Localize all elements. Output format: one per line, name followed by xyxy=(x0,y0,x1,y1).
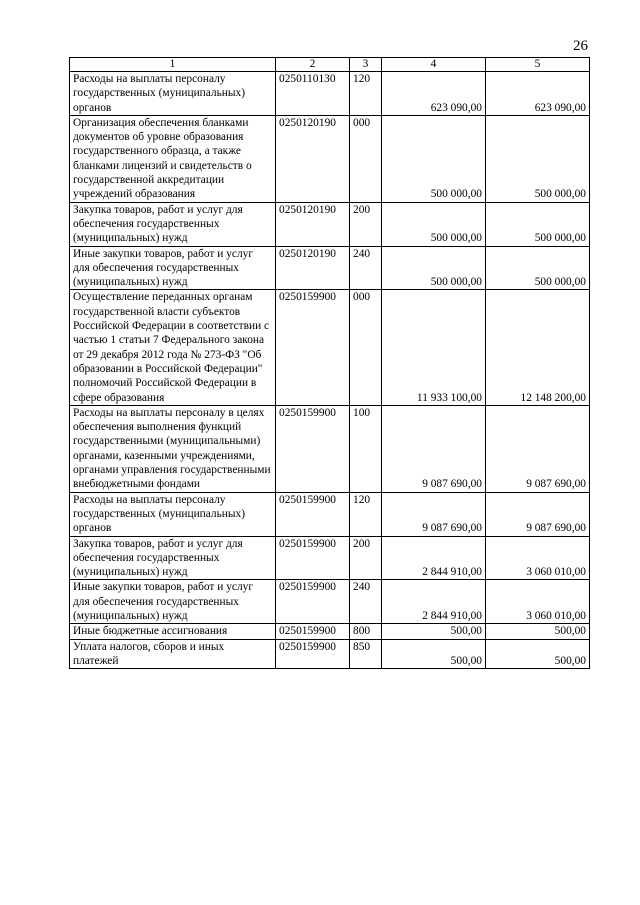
row-csr: 0250120190 xyxy=(276,115,350,202)
header-row xyxy=(70,58,590,72)
row-csr: 0250159900 xyxy=(276,290,350,405)
header-col-5: 5 xyxy=(486,58,590,72)
row-sum-1: 500 000,00 xyxy=(382,115,486,202)
header-col-3: 3 xyxy=(350,58,382,72)
page-number: 26 xyxy=(573,38,588,54)
table-row xyxy=(70,639,590,669)
row-sum-1: 500 000,00 xyxy=(382,246,486,290)
row-csr: 0250159900 xyxy=(276,639,350,669)
table-row xyxy=(70,246,590,290)
row-csr: 0250120190 xyxy=(276,246,350,290)
row-csr: 0250159900 xyxy=(276,580,350,624)
row-sum-2: 500,00 xyxy=(486,639,590,669)
table-row xyxy=(70,72,590,116)
table-row xyxy=(70,405,590,492)
row-name: Закупка товаров, работ и услуг для обеспечения государственных (муниципальных) нужд xyxy=(70,202,276,246)
row-sum-2: 3 060 010,00 xyxy=(486,580,590,624)
row-sum-2: 9 087 690,00 xyxy=(486,492,590,536)
row-vr: 200 xyxy=(350,202,382,246)
row-sum-2: 3 060 010,00 xyxy=(486,536,590,580)
row-vr: 000 xyxy=(350,115,382,202)
row-sum-1: 500 000,00 xyxy=(382,202,486,246)
row-vr: 850 xyxy=(350,639,382,669)
row-name: Закупка товаров, работ и услуг для обеспечения государственных (муниципальных) нужд xyxy=(70,536,276,580)
row-name: Иные бюджетные ассигнования xyxy=(70,624,276,639)
budget-table xyxy=(69,57,590,669)
row-name: Расходы на выплаты персоналу в целях обеспечения выполнения функций государственными (муниципальными) органами, казенными учреждениями, органами управления государственными внебюджетными фондами xyxy=(70,405,276,492)
row-sum-1: 2 844 910,00 xyxy=(382,580,486,624)
row-vr: 100 xyxy=(350,405,382,492)
row-sum-2: 500,00 xyxy=(486,624,590,639)
row-vr: 800 xyxy=(350,624,382,639)
row-csr: 0250159900 xyxy=(276,405,350,492)
row-sum-2: 500 000,00 xyxy=(486,246,590,290)
row-sum-1: 500,00 xyxy=(382,639,486,669)
row-vr: 120 xyxy=(350,72,382,116)
row-csr: 0250159900 xyxy=(276,624,350,639)
row-name: Иные закупки товаров, работ и услуг для обеспечения государственных (муниципальных) нужд xyxy=(70,246,276,290)
table-row xyxy=(70,624,590,639)
row-name: Расходы на выплаты персоналу государственных (муниципальных) органов xyxy=(70,72,276,116)
row-sum-1: 9 087 690,00 xyxy=(382,492,486,536)
row-sum-2: 623 090,00 xyxy=(486,72,590,116)
row-csr: 0250120190 xyxy=(276,202,350,246)
table-row xyxy=(70,290,590,405)
header-col-2: 2 xyxy=(276,58,350,72)
row-sum-2: 9 087 690,00 xyxy=(486,405,590,492)
row-vr: 240 xyxy=(350,246,382,290)
table-row xyxy=(70,536,590,580)
row-name: Организация обеспечения бланками документов об уровне образования государственного образца, а также бланками лицензий и свидетельств о государственной аккредитации учреждений образования xyxy=(70,115,276,202)
row-vr: 000 xyxy=(350,290,382,405)
row-name: Иные закупки товаров, работ и услуг для обеспечения государственных (муниципальных) нужд xyxy=(70,580,276,624)
row-name: Уплата налогов, сборов и иных платежей xyxy=(70,639,276,669)
row-sum-1: 11 933 100,00 xyxy=(382,290,486,405)
table-row xyxy=(70,115,590,202)
row-sum-2: 500 000,00 xyxy=(486,115,590,202)
row-sum-1: 500,00 xyxy=(382,624,486,639)
row-vr: 200 xyxy=(350,536,382,580)
table-row xyxy=(70,492,590,536)
row-csr: 0250110130 xyxy=(276,72,350,116)
row-sum-1: 623 090,00 xyxy=(382,72,486,116)
row-vr: 240 xyxy=(350,580,382,624)
header-col-1: 1 xyxy=(70,58,276,72)
row-sum-1: 9 087 690,00 xyxy=(382,405,486,492)
table-row xyxy=(70,580,590,624)
row-csr: 0250159900 xyxy=(276,536,350,580)
header-col-4: 4 xyxy=(382,58,486,72)
row-name: Осуществление переданных органам государственной власти субъектов Российской Федерации в соответствии с частью 1 статьи 7 Федерального закона от 29 декабря 2012 года № 273-ФЗ "Об образовании в Российской Федерации" полномочий Российской Федерации в сфере образования xyxy=(70,290,276,405)
row-sum-2: 500 000,00 xyxy=(486,202,590,246)
row-csr: 0250159900 xyxy=(276,492,350,536)
table-row xyxy=(70,202,590,246)
row-name: Расходы на выплаты персоналу государственных (муниципальных) органов xyxy=(70,492,276,536)
row-sum-1: 2 844 910,00 xyxy=(382,536,486,580)
row-sum-2: 12 148 200,00 xyxy=(486,290,590,405)
row-vr: 120 xyxy=(350,492,382,536)
